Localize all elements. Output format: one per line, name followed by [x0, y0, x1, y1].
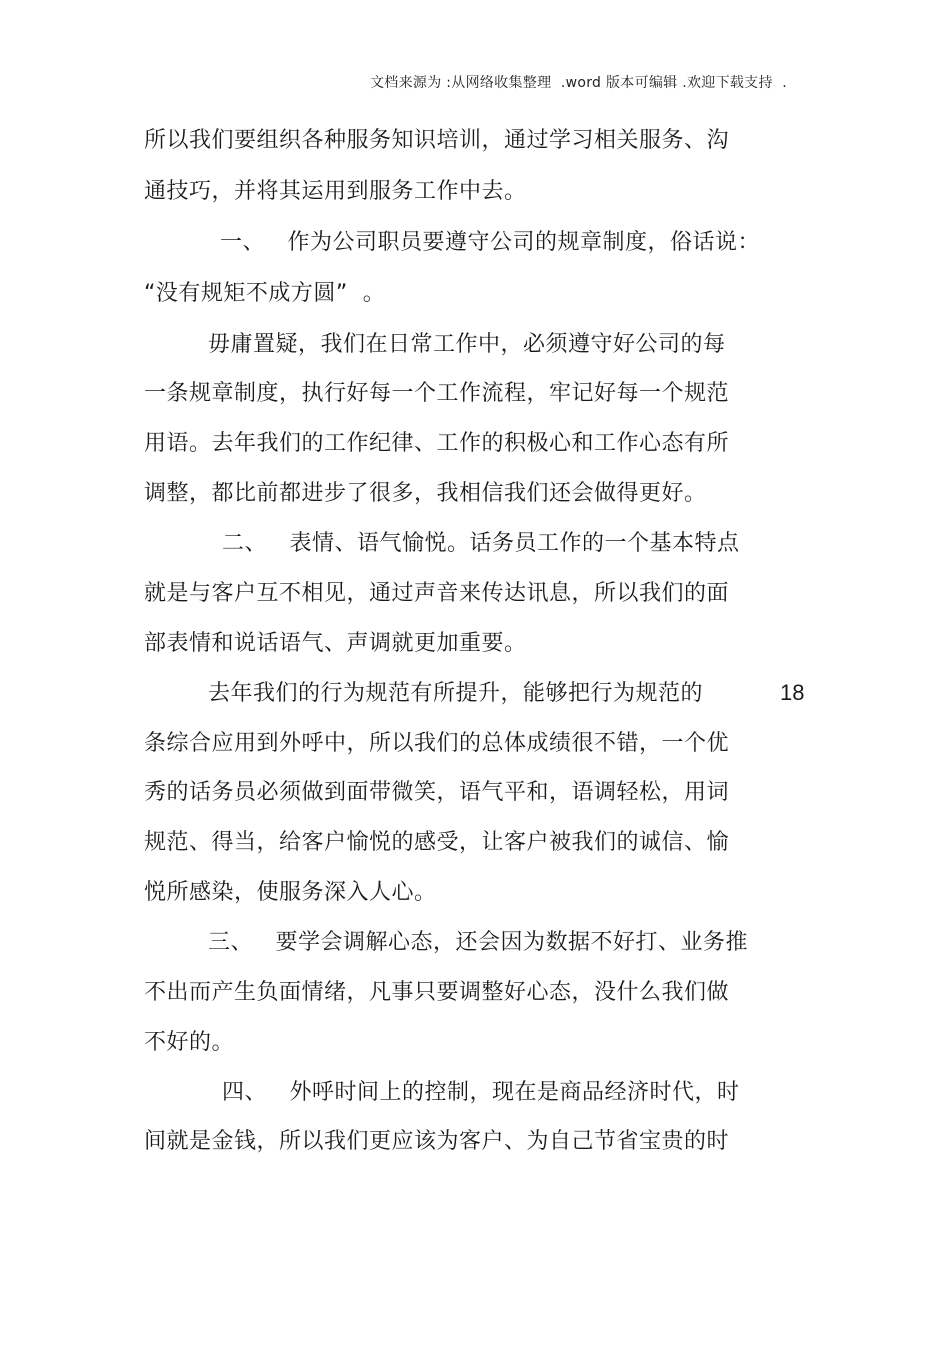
section-heading: 二、 表情、语气愉悦。话务员工作的一个基本特点	[222, 531, 740, 556]
body-line: 部表情和说话语气、声调就更加重要。	[144, 631, 527, 656]
section-heading: 一、 作为公司职员要遵守公司的规章制度，俗话说：	[220, 230, 760, 255]
body-line: 规范、得当，给客户愉悦的感受，让客户被我们的诚信、愉	[144, 830, 730, 855]
body-line: 就是与客户互不相见，通过声音来传达讯息，所以我们的面	[144, 581, 730, 606]
body-line: 不出而产生负面情绪，凡事只要调整好心态，没什么我们做	[144, 980, 730, 1005]
body-line: 间就是金钱，所以我们更应该为客户、为自己节省宝贵的时	[144, 1129, 730, 1154]
body-line: “没有规矩不成方圆” 。	[144, 281, 386, 306]
section-heading: 三、 要学会调解心态，还会因为数据不好打、业务推	[208, 930, 748, 955]
body-line: 条综合应用到外呼中，所以我们的总体成绩很不错，一个优	[144, 731, 730, 756]
body-line: 悦所感染，使服务深入人心。	[144, 880, 437, 905]
section-heading: 四、 外呼时间上的控制，现在是商品经济时代，时	[222, 1080, 740, 1105]
body-line: 秀的话务员必须做到面带微笑，语气平和，语调轻松，用词	[144, 780, 730, 805]
body-line: 通技巧，并将其运用到服务工作中去。	[144, 179, 527, 204]
body-line: 不好的。	[144, 1030, 235, 1055]
page-number: 18	[780, 680, 805, 705]
body-line: 调整，都比前都进步了很多，我相信我们还会做得更好。	[144, 481, 707, 506]
body-line: 毋庸置疑，我们在日常工作中，必须遵守好公司的每	[208, 332, 726, 357]
body-line: 一条规章制度，执行好每一个工作流程，牢记好每一个规范	[144, 381, 730, 406]
body-line: 用语。去年我们的工作纪律、工作的积极心和工作心态有所	[144, 431, 730, 456]
page-header: 文档来源为 :从网络收集整理 .word 版本可编辑 .欢迎下载支持 .	[370, 75, 788, 91]
body-line: 所以我们要组织各种服务知识培训，通过学习相关服务、沟	[144, 128, 730, 153]
body-line: 去年我们的行为规范有所提升，能够把行为规范的	[208, 681, 704, 706]
